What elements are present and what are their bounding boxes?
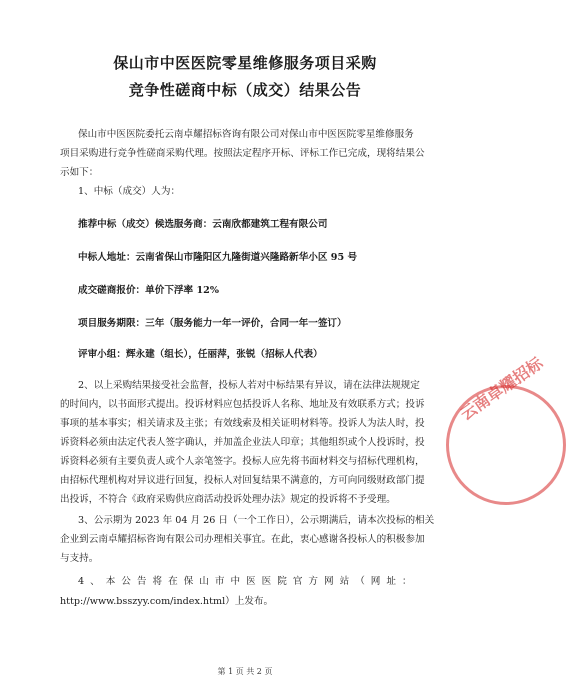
body-line: 与支持。 [60,553,99,564]
body-line: 事项的基本事实；相关请求及主张；有效线索及相关证明材料等。投诉人为法人时，投 [60,418,425,429]
body-line: 由招标代理机构对异议进行回复，投标人对回复结果不满意的，方可向同级财政部门提 [60,475,425,486]
body-line: 推荐中标（成交）候选服务商：云南欣都建筑工程有限公司 [78,219,328,230]
body-line: 成交磋商报价：单价下浮率 12% [78,285,219,296]
body-line: http://www.bsszyy.com/index.html）上发布。 [60,596,274,607]
page-footer: 第 1 页 共 2 页 [217,667,273,676]
document-title-line-2: 竞争性磋商中标（成交）结果公告 [128,81,362,99]
body-line: 2、以上采购结果接受社会监督，投标人若对中标结果有异议，请在法律法规规定 [78,380,420,391]
body-line: 出投诉，不符合《政府采购供应商活动投诉处理办法》规定的投诉将不予受理。 [60,494,396,505]
company-seal [446,353,566,505]
body-line: 示如下： [60,167,99,178]
body-line: 项目采购进行竞争性磋商采购代理。按照法定程序开标、评标工作已完成，现将结果公 [60,148,425,159]
body-line: 诉资料必须由法定代表人签字确认，并加盖企业法人印章；其他组织或个人投诉时，投 [60,437,425,448]
body-line: 评审小组：辉永建（组长），任丽萍，张锐（招标人代表） [78,349,323,360]
body-line: 企业到云南卓耀招标咨询有限公司办理相关事宜。在此，衷心感谢各投标人的积极参加 [60,534,425,545]
body-line: 4、本公告将在保山市中医医院官方网站（网址： [78,576,418,587]
seal-text: 云南卓耀招标 [456,353,547,425]
body-line: 中标人地址：云南省保山市隆阳区九隆街道兴隆路新华小区 95 号 [78,252,358,263]
body-line: 的时间内，以书面形式提出。投诉材料应包括投诉人名称、地址及有效联系方式；投诉 [60,399,425,410]
body-line: 保山市中医医院委托云南卓耀招标咨询有限公司对保山市中医医院零星维修服务 [78,129,414,140]
body-line: 项目服务期限：三年（服务能力一年一评价，合同一年一签订） [78,318,347,329]
document-title-line-1: 保山市中医医院零星维修服务项目采购 [113,54,377,72]
body-line: 诉资料必须有主要负责人或个人亲笔签字。投标人应先将书面材料交与招标代理机构， [60,456,425,467]
body-line: 1、中标（成交）人为： [78,186,181,197]
body-line: 3、公示期为 2023 年 04 月 26 日（一个工作日），公示期满后，请本次投标的相关 [78,515,435,526]
